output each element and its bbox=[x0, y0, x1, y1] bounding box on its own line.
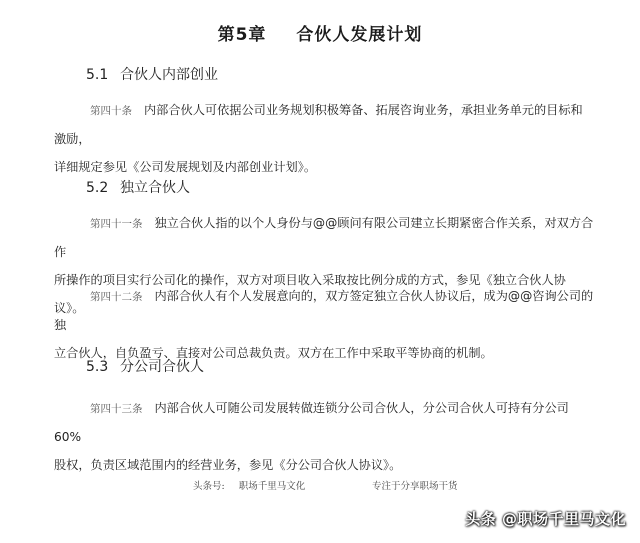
paragraph-line: 详细规定参见《公司发展规划及内部创业计划》。 bbox=[54, 160, 317, 174]
section-title: 独立合伙人 bbox=[120, 180, 190, 196]
article-label: 第四十二条 bbox=[90, 291, 143, 303]
footer-tagline: 专注于分享职场干货 bbox=[372, 481, 458, 492]
article-label: 第四十条 bbox=[90, 105, 132, 117]
section-title: 合伙人内部创业 bbox=[120, 67, 218, 83]
paragraph-text: 内部合伙人可依据公司业务规划积极筹备、拓展咨询业务，承担业务单元的目标和激励， bbox=[54, 103, 583, 146]
paragraph-line bbox=[54, 282, 594, 339]
section-number: 5.3 bbox=[86, 359, 109, 375]
paragraph-text: 独立合伙人指的以个人身份与@@顾问有限公司建立长期紧密合作关系，对双方合作 bbox=[54, 216, 594, 259]
footer-account-name: 职场千里马文化 bbox=[238, 481, 306, 492]
section-number: 5.1 bbox=[86, 67, 109, 83]
footer-account bbox=[193, 478, 305, 492]
chapter-number: 第5章 bbox=[217, 25, 267, 45]
article-label: 第四十三条 bbox=[90, 403, 143, 415]
paragraph-line bbox=[54, 209, 594, 266]
article-label: 第四十一条 bbox=[90, 218, 143, 230]
paragraph-text: 内部合伙人可随公司发展转做连锁分公司合伙人，分公司合伙人可持有分公司 60% bbox=[54, 401, 569, 444]
chapter-title bbox=[0, 20, 640, 45]
paragraph bbox=[54, 394, 594, 479]
paragraph-line: 立合伙人，自负盈亏、直接对公司总裁负责。双方在工作中采取平等协商的机制。 bbox=[54, 346, 493, 360]
paragraph-line: 股权，负责区域范围内的经营业务，参见《分公司合伙人协议》。 bbox=[54, 458, 402, 472]
section-number: 5.2 bbox=[86, 180, 109, 196]
section-title: 分公司合伙人 bbox=[120, 359, 204, 375]
paragraph-text: 内部合伙人有个人发展意向的，双方签定独立合伙人协议后，成为@@咨询公司的独 bbox=[54, 289, 594, 332]
paragraph bbox=[54, 282, 594, 367]
chapter-name: 合伙人发展计划 bbox=[296, 25, 423, 45]
section-heading bbox=[86, 356, 204, 376]
paragraph-line bbox=[54, 394, 594, 451]
section-heading bbox=[86, 177, 190, 197]
paragraph-line bbox=[54, 96, 594, 153]
footer-label: 头条号: bbox=[193, 481, 225, 492]
paragraph bbox=[54, 96, 594, 181]
section-heading bbox=[86, 64, 218, 84]
paragraph-line: 所操作的项目实行公司化的操作，双方对项目收入采取按比例分成的方式，参见《独立合伙人协议》。 bbox=[54, 273, 566, 315]
watermark: 头条 @职场千里马文化 bbox=[465, 510, 626, 528]
